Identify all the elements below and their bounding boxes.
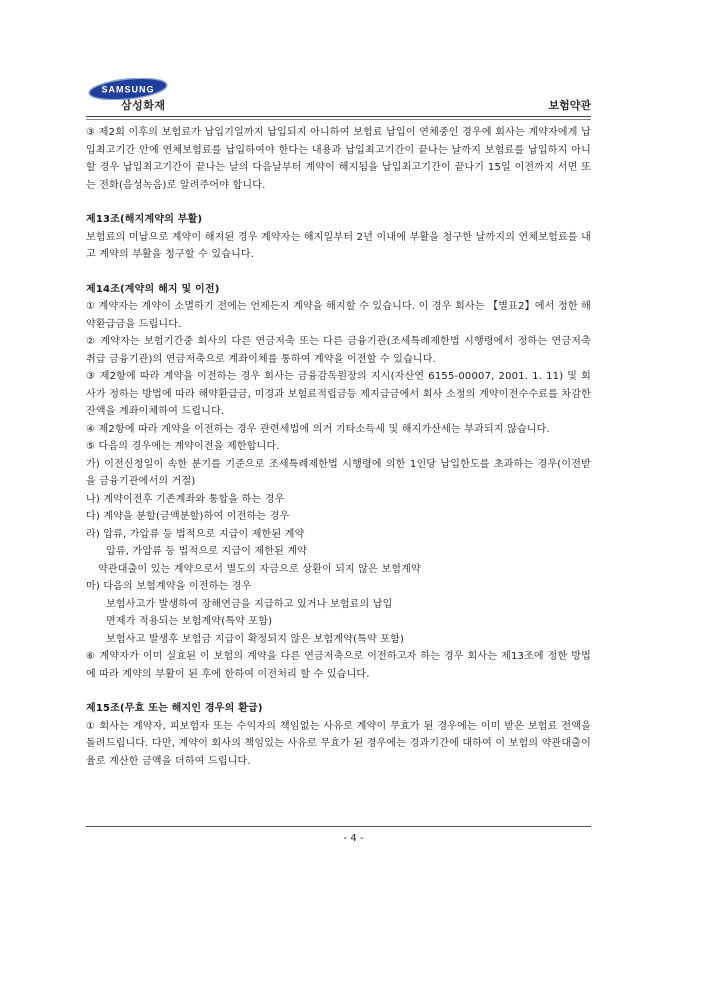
header-rule [86, 116, 591, 120]
clause-12-3: ③ 제2회 이후의 보험료가 납입기일까지 납입되지 아니하여 보험료 납입이 연체중인 경우에 회사는 계약자에게 납입최고기간 안에 연체보험료를 납입하여야 한다는 내용과 납입최고기간이 끝나는 날까지 보험료를 납입하지 아니할 경우 납입최고기간이 끝나는 날의 다음날부터 계약이 해지됨을 납입최고기간이 끝나기 15일 이전까지 서면 또는 전화(음성녹음)로 알려주어야 합니다. [86, 127, 591, 191]
item-ma-sub-2: 면제가 적용되는 보험계약(특약 포함) [106, 616, 273, 627]
item-na: 나) 계약이전후 기존계좌와 통합을 하는 경우 [86, 493, 285, 505]
logo-wordmark: SAMSUNG [101, 84, 155, 95]
article-14-clause-1: ① 계약자는 계약이 소멸하기 전에는 언제든지 계약을 해지할 수 있습니다. 이 경우 회사는 【별표2】에서 정한 해약환급금을 드립니다. [86, 301, 591, 330]
article-14-clause-5: ⑤ 다음의 경우에는 계약이전을 제한합니다. [86, 441, 280, 452]
article-14-clause-3: ③ 제2항에 따라 계약을 이전하는 경우 회사는 금융감독원장의 지시(자산연 6155-00007, 2001. 1. 11) 및 회사가 정하는 방법에 따라 해약환급금, 미경과 보험료적립금등 제지급금에서 회사 소정의 계약이전수수료를 차감한 잔액을 계좌이체하여 드립니다. [86, 371, 591, 417]
article-14-clause-4: ④ 제2항에 따라 계약을 이전하는 경우 관련세법에 의거 기타소득세 및 해지가산세는 부과되지 않습니다. [86, 423, 550, 435]
item-ra: 라) 압류, 가압류 등 법적으로 지급이 제한된 계약 [86, 528, 305, 540]
article-14-title: 제14조(계약의 해지 및 이전) [86, 283, 220, 295]
item-da: 다) 계약을 분할(금액분할)하여 이전하는 경우 [86, 511, 290, 522]
article-13-text: 보험료의 미납으로 계약이 해지된 경우 계약자는 해지일부터 2년 이내에 부활을 청구한 날까지의 연체보험료를 내고 계약의 부활을 청구할 수 있습니다. [86, 231, 591, 260]
article-14-clause-2: ② 계약자는 보험기간중 회사의 다른 연금저축 또는 다른 금융기관(조세특례제한법 시행령에서 정하는 연금저축 취급 금융기관)의 연금저축으로 계좌이체를 통하여 계약을 이전할 수 있습니다. [86, 336, 591, 365]
item-ma-sub-3: 보험사고 발생후 보험금 지급이 확정되지 않은 보험계약(특약 포함) [106, 633, 405, 645]
article-15-title: 제15조(무효 또는 해지인 경우의 환급) [86, 703, 263, 714]
company-name: 삼성화재 [121, 99, 166, 112]
item-ra-sub-2: 약관대출이 있는 계약으로서 별도의 자금으로 상환이 되지 않은 보험계약 [98, 563, 421, 575]
article-15-clause-1: ① 회사는 계약자, 피보험자 또는 수익자의 책임없는 사유로 계약이 무효가 된 경우에는 이미 받은 보험료 전액을 돌려드립니다. 다만, 계약이 회사의 책임있는 사유로 무효가 된 경우에는 경과기간에 대하여 이 보험의 약관대출이율로 계산한 금액을 더하여 드립니다. [86, 720, 591, 767]
item-ma: 마) 다음의 보험계약을 이전하는 경우 [86, 581, 252, 592]
item-ra-sub-1: 압류, 가압류 등 법적으로 지급이 제한된 계약 [106, 546, 308, 557]
document-title: 보험약관 [548, 99, 591, 112]
item-ga: 가) 이전신청일이 속한 분기를 기준으로 조세특례제한법 시행령에 의한 1인당 납입한도를 초과하는 경우(이전받을 금융기관에서의 거절) [86, 458, 591, 487]
page-number: - 4 - [343, 833, 364, 844]
footer-rule [86, 826, 591, 827]
article-14-clause-6: ⑥ 계약자가 이미 실효된 이 보험의 계약을 다른 연금저축으로 이전하고자 하는 경우 회사는 제13조에 정한 방법에 따라 계약의 부활이 된 후에 한하여 이전처리 할 수 있습니다. [86, 651, 591, 680]
item-ma-sub-1: 보험사고가 발생하여 장해연금을 지급하고 있거나 보험료의 납입 [106, 598, 393, 610]
article-13-title: 제13조(해지계약의 부활) [86, 214, 203, 225]
page-body [86, 124, 591, 770]
